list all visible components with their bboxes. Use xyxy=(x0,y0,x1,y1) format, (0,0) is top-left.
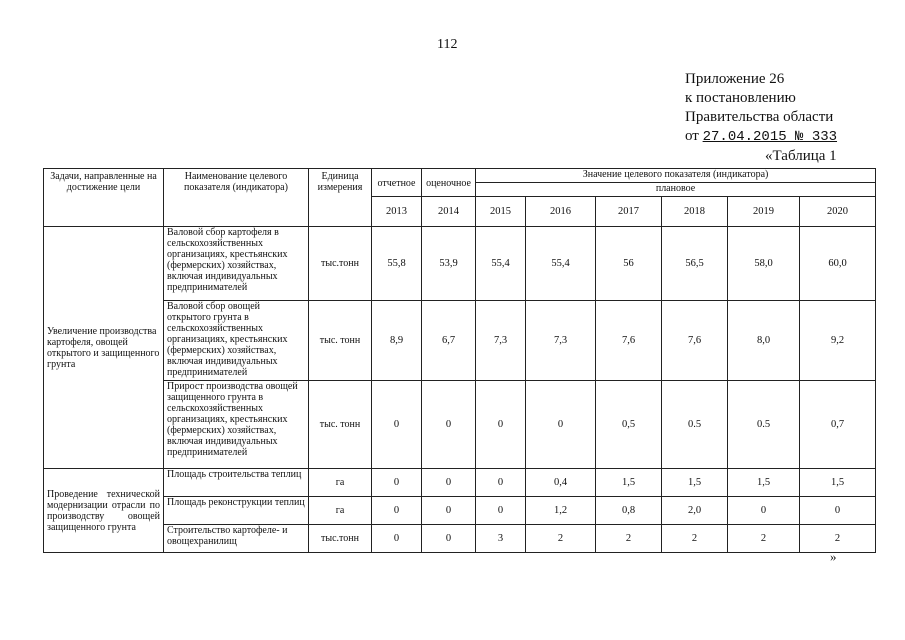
value-cell: 7,3 xyxy=(526,301,596,381)
indicator-name: Валовой сбор картофеля в сельскохозяйственных организациях, крестьянских (фермерских) хозяйствах, включая индивидуальных предпринимателей xyxy=(164,227,309,301)
value-cell: 7,6 xyxy=(596,301,662,381)
header-target-value: Значение целевого показателя (индикатора) xyxy=(476,169,876,183)
table-row xyxy=(44,227,876,301)
unit-cell: тыс. тонн xyxy=(309,381,372,469)
table-row xyxy=(44,497,876,525)
appendix-line-3: Правительства области xyxy=(685,109,834,125)
header-year: 2018 xyxy=(662,197,728,227)
unit-cell: га xyxy=(309,469,372,497)
value-cell: 60,0 xyxy=(800,227,876,301)
value-cell: 2 xyxy=(728,525,800,553)
indicator-table xyxy=(43,168,876,553)
date-value: 27.04.2015 № 333 xyxy=(702,129,838,145)
value-cell: 2 xyxy=(596,525,662,553)
indicator-name-text: Валовой сбор овощей открытого грунта в сельскохозяйственных организациях, крестьянских (фермерских) хозяйствах, включая индивидуальных предпринимателей xyxy=(167,301,288,378)
unit-cell: тыс. тонн xyxy=(309,301,372,381)
date-prefix: от xyxy=(685,128,699,144)
value-cell: 0 xyxy=(372,497,422,525)
task-cell: Увеличение производства картофеля, овощей открытого и защищенного грунта xyxy=(44,227,164,469)
value-cell: 7,6 xyxy=(662,301,728,381)
value-cell: 55,8 xyxy=(372,227,422,301)
indicator-name: Строительство картофеле- и овощехранилищ xyxy=(164,525,309,553)
appendix-date xyxy=(685,127,837,147)
value-cell: 1,5 xyxy=(662,469,728,497)
appendix-line-2: к постановлению xyxy=(685,90,796,106)
value-cell: 0 xyxy=(422,381,476,469)
value-cell: 0.5 xyxy=(662,381,728,469)
value-cell: 0,8 xyxy=(596,497,662,525)
closing-quote: » xyxy=(830,549,837,564)
value-cell: 0 xyxy=(728,497,800,525)
value-cell: 0.5 xyxy=(728,381,800,469)
value-cell: 3 xyxy=(476,525,526,553)
header-year: 2017 xyxy=(596,197,662,227)
value-cell: 0 xyxy=(526,381,596,469)
value-cell: 7,3 xyxy=(476,301,526,381)
header-year: 2020 xyxy=(800,197,876,227)
appendix-block xyxy=(685,70,837,147)
table-row xyxy=(44,525,876,553)
header-year: 2015 xyxy=(476,197,526,227)
value-cell: 0,7 xyxy=(800,381,876,469)
value-cell: 2 xyxy=(662,525,728,553)
header-year: 2016 xyxy=(526,197,596,227)
header-year: 2019 xyxy=(728,197,800,227)
value-cell: 0 xyxy=(476,469,526,497)
value-cell: 0 xyxy=(422,497,476,525)
value-cell: 0 xyxy=(422,525,476,553)
header-planned: плановое xyxy=(476,183,876,197)
table-caption: «Таблица 1 xyxy=(765,148,837,164)
value-cell: 58,0 xyxy=(728,227,800,301)
header-estimated: оценочное xyxy=(422,169,476,197)
header-year: 2014 xyxy=(422,197,476,227)
value-cell: 9,2 xyxy=(800,301,876,381)
indicator-name: Площадь реконструкции теплиц xyxy=(164,497,309,525)
indicator-name: Прирост производства овощей защищенного грунта в сельскохозяйственных организациях, крестьянских (фермерских) хозяйствах, включая индивидуальных предпринимателей xyxy=(164,381,309,469)
value-cell: 0 xyxy=(372,469,422,497)
task-cell: Проведение технической модернизации отрасли по производству овощей защищенного грунта xyxy=(44,469,164,553)
value-cell: 2 xyxy=(800,525,876,553)
unit-cell: га xyxy=(309,497,372,525)
value-cell: 55,4 xyxy=(526,227,596,301)
value-cell: 1,5 xyxy=(596,469,662,497)
value-cell: 0,4 xyxy=(526,469,596,497)
value-cell: 1,5 xyxy=(800,469,876,497)
header-indicator: Наименование целевого показателя (индикатора) xyxy=(164,169,309,227)
unit-cell: тыс.тонн xyxy=(309,227,372,301)
header-unit: Единица измерения xyxy=(309,169,372,227)
value-cell: 0,5 xyxy=(596,381,662,469)
value-cell: 56 xyxy=(596,227,662,301)
value-cell: 55,4 xyxy=(476,227,526,301)
value-cell: 6,7 xyxy=(422,301,476,381)
indicator-name: Площадь строительства теплиц xyxy=(164,469,309,497)
header-year: 2013 xyxy=(372,197,422,227)
header-reported: отчетное xyxy=(372,169,422,197)
table-row xyxy=(44,469,876,497)
page-number: 112 xyxy=(437,37,458,52)
table-row xyxy=(44,301,876,381)
value-cell: 8,9 xyxy=(372,301,422,381)
appendix-line-1: Приложение 26 xyxy=(685,71,785,87)
value-cell: 2 xyxy=(526,525,596,553)
header-row-1 xyxy=(44,169,876,183)
value-cell: 2,0 xyxy=(662,497,728,525)
value-cell: 1,2 xyxy=(526,497,596,525)
value-cell: 1,5 xyxy=(728,469,800,497)
value-cell: 0 xyxy=(476,497,526,525)
value-cell: 8,0 xyxy=(728,301,800,381)
table-row xyxy=(44,381,876,469)
unit-cell: тыс.тонн xyxy=(309,525,372,553)
indicator-name xyxy=(164,301,309,381)
value-cell: 0 xyxy=(372,525,422,553)
header-tasks: Задачи, направленные на достижение цели xyxy=(44,169,164,227)
value-cell: 53,9 xyxy=(422,227,476,301)
value-cell: 0 xyxy=(800,497,876,525)
value-cell: 0 xyxy=(476,381,526,469)
value-cell: 0 xyxy=(422,469,476,497)
value-cell: 56,5 xyxy=(662,227,728,301)
value-cell: 0 xyxy=(372,381,422,469)
